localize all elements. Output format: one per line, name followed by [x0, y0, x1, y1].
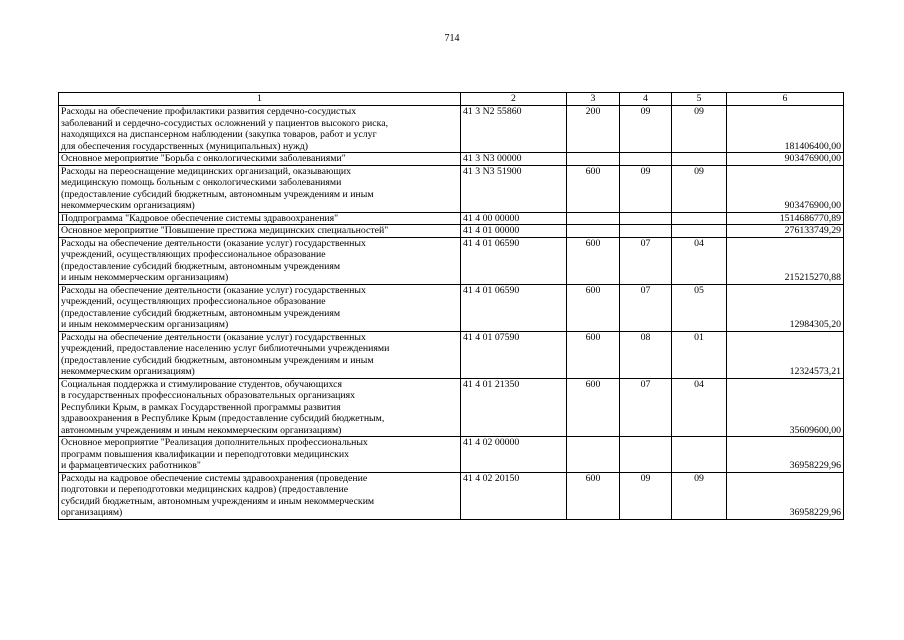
code-cell: 41 3 N3 51900 — [461, 165, 567, 212]
description-cell: Расходы на обеспечение профилактики развития сердечно-сосудистых заболеваний и сердечно-сосудистых осложнений у пациентов высокого риска, находящихся на диспансерном наблюдении (закупка товаров, работ и услуг для обеспечения государственных (муниципальных) нужд) — [59, 106, 461, 153]
amount-cell: 1514686770,89 — [727, 212, 844, 225]
section-cell: 09 — [620, 165, 672, 212]
section-cell — [620, 212, 672, 225]
code-cell: 41 4 02 00000 — [461, 437, 567, 473]
section-cell — [620, 225, 672, 238]
description-cell: Расходы на переоснащение медицинских организаций, оказывающих медицинскую помощь больным с онкологическими заболеваниями (предоставление субсидий бюджетным, автономным учреждениям и иным некоммерческим организациям) — [59, 165, 461, 212]
subsection-cell — [672, 225, 727, 238]
expense-type-cell — [567, 225, 620, 238]
expense-type-cell — [567, 212, 620, 225]
subsection-cell: 04 — [672, 237, 727, 284]
subsection-cell: 09 — [672, 165, 727, 212]
table-row — [59, 153, 844, 166]
description-cell: Основное мероприятие "Борьба с онкологическими заболеваниями" — [59, 153, 461, 166]
amount-cell: 35609600,00 — [727, 378, 844, 437]
table-row — [59, 331, 844, 378]
amount-cell: 215215270,88 — [727, 237, 844, 284]
description-cell: Расходы на обеспечение деятельности (оказание услуг) государственных учреждений, осуществляющих профессиональное образование (предоставление субсидий бюджетным, автономным учреждениям и иным некоммерческим организациям) — [59, 284, 461, 331]
section-cell: 07 — [620, 237, 672, 284]
expense-type-cell — [567, 437, 620, 473]
subsection-cell — [672, 212, 727, 225]
subsection-cell: 05 — [672, 284, 727, 331]
table-row — [59, 472, 844, 519]
header-cell-2: 2 — [461, 93, 567, 106]
header-cell-3: 3 — [567, 93, 620, 106]
expense-type-cell: 600 — [567, 284, 620, 331]
header-cell-1: 1 — [59, 93, 461, 106]
code-cell: 41 4 00 00000 — [461, 212, 567, 225]
description-cell: Социальная поддержка и стимулирование студентов, обучающихся в государственных профессиональных образовательных организациях Республики Крым, в рамках Государственной программы развития здравоохранения в Республике Крым (предоставление субсидий бюджетным, автономным учреждениям и иным некоммерческим организациям) — [59, 378, 461, 437]
table-row — [59, 237, 844, 284]
subsection-cell: 09 — [672, 106, 727, 153]
section-cell — [620, 153, 672, 166]
amount-cell: 36958229,96 — [727, 437, 844, 473]
subsection-cell — [672, 153, 727, 166]
section-cell: 09 — [620, 106, 672, 153]
table-row — [59, 378, 844, 437]
amount-cell: 903476900,00 — [727, 153, 844, 166]
amount-cell: 181406400,00 — [727, 106, 844, 153]
amount-cell: 903476900,00 — [727, 165, 844, 212]
expense-type-cell: 200 — [567, 106, 620, 153]
description-cell: Расходы на кадровое обеспечение системы здравоохранения (проведение подготовки и переподготовки медицинских кадров) (предоставление субсидий бюджетным, автономным учреждениям и иным некоммерческим организациям) — [59, 472, 461, 519]
table-row — [59, 212, 844, 225]
header-cell-6: 6 — [727, 93, 844, 106]
code-cell: 41 4 01 00000 — [461, 225, 567, 238]
amount-cell: 12324573,21 — [727, 331, 844, 378]
description-cell: Подпрограмма "Кадровое обеспечение системы здравоохранения" — [59, 212, 461, 225]
code-cell: 41 3 N2 55860 — [461, 106, 567, 153]
table-row — [59, 284, 844, 331]
subsection-cell: 09 — [672, 472, 727, 519]
code-cell: 41 4 01 06590 — [461, 284, 567, 331]
table-row — [59, 225, 844, 238]
subsection-cell — [672, 437, 727, 473]
section-cell: 09 — [620, 472, 672, 519]
code-cell: 41 4 02 20150 — [461, 472, 567, 519]
expense-type-cell: 600 — [567, 472, 620, 519]
expense-type-cell — [567, 153, 620, 166]
page-number: 714 — [444, 33, 460, 44]
header-cell-5: 5 — [672, 93, 727, 106]
table-row — [59, 437, 844, 473]
subsection-cell: 04 — [672, 378, 727, 437]
amount-cell: 36958229,96 — [727, 472, 844, 519]
description-cell: Основное мероприятие "Повышение престижа медицинских специальностей" — [59, 225, 461, 238]
description-cell: Расходы на обеспечение деятельности (оказание услуг) государственных учреждений, предоставление населению услуг библиотечными учреждениями (предоставление субсидий бюджетным, автономным учреждениям и иным некоммерческим организациям) — [59, 331, 461, 378]
expense-type-cell: 600 — [567, 237, 620, 284]
description-cell: Расходы на обеспечение деятельности (оказание услуг) государственных учреждений, осуществляющих профессиональное образование (предоставление субсидий бюджетным, автономным учреждениям и иным некоммерческим организациям) — [59, 237, 461, 284]
budget-table — [58, 92, 844, 520]
code-cell: 41 4 01 07590 — [461, 331, 567, 378]
subsection-cell: 01 — [672, 331, 727, 378]
table-row — [59, 106, 844, 153]
table-row — [59, 165, 844, 212]
expense-type-cell: 600 — [567, 378, 620, 437]
section-cell: 08 — [620, 331, 672, 378]
section-cell: 07 — [620, 284, 672, 331]
expense-type-cell: 600 — [567, 331, 620, 378]
table-body — [59, 93, 844, 520]
description-cell: Основное мероприятие "Реализация дополнительных профессиональных программ повышения квалификации и переподготовки медицинских и фармацевтических работников" — [59, 437, 461, 473]
expense-type-cell: 600 — [567, 165, 620, 212]
section-cell — [620, 437, 672, 473]
header-cell-4: 4 — [620, 93, 672, 106]
table-header-row — [59, 93, 844, 106]
code-cell: 41 3 N3 00000 — [461, 153, 567, 166]
amount-cell: 12984305,20 — [727, 284, 844, 331]
code-cell: 41 4 01 21350 — [461, 378, 567, 437]
section-cell: 07 — [620, 378, 672, 437]
amount-cell: 276133749,29 — [727, 225, 844, 238]
code-cell: 41 4 01 06590 — [461, 237, 567, 284]
